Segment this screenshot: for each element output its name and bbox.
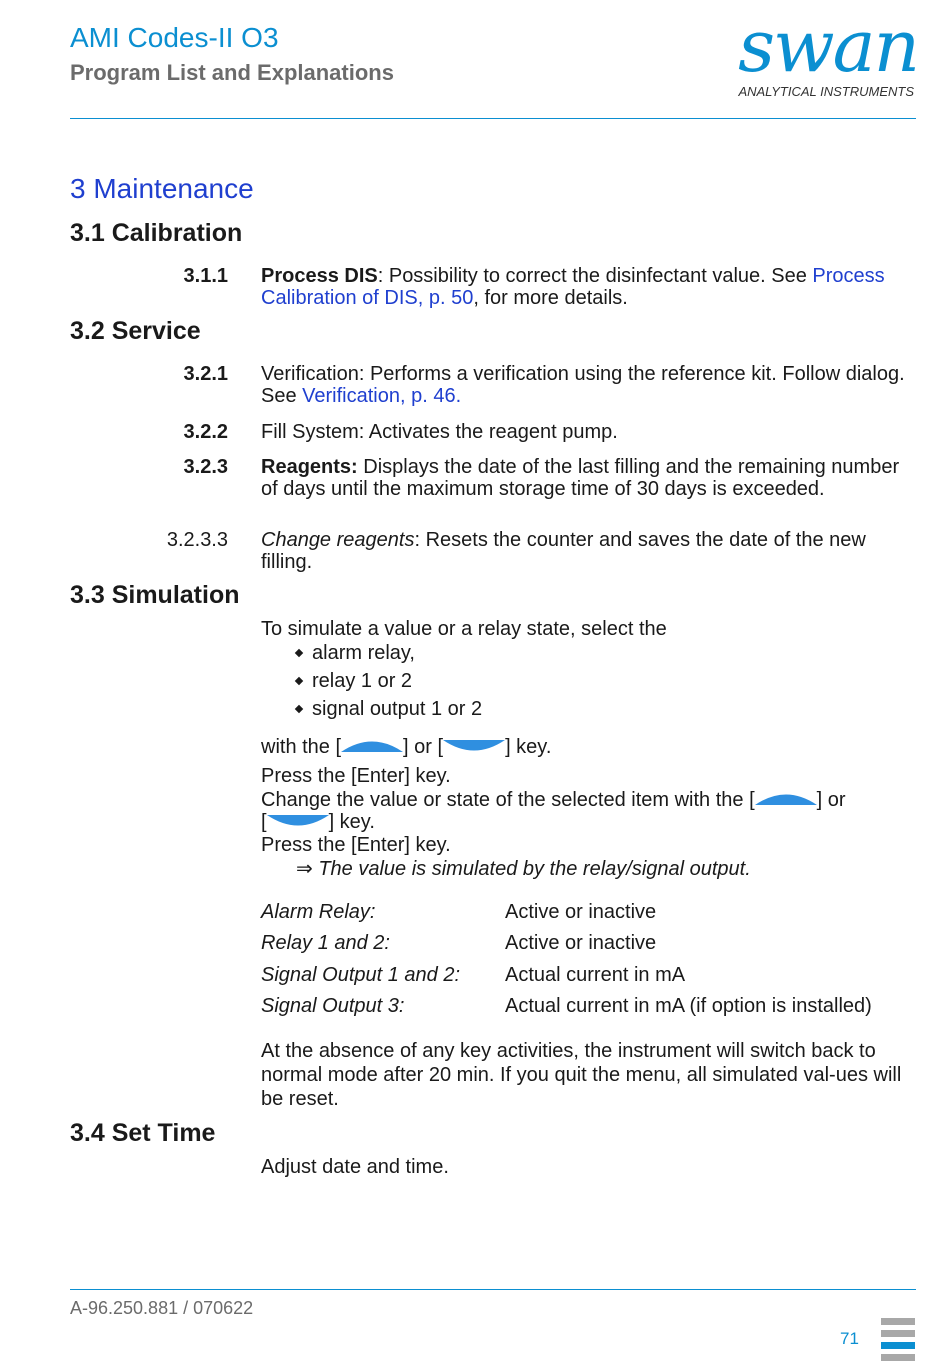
section-title: 3 Maintenance [70, 173, 254, 204]
marker-bar [881, 1330, 915, 1337]
simulation-intro: To simulate a value or a relay state, select the [261, 618, 667, 640]
heading-set-time: 3.4 Set Time [70, 1119, 216, 1147]
table-value: Actual current in mA [505, 964, 686, 986]
term-change-reagents: Change reagents [261, 529, 415, 551]
text-fragment: Change the value or state of the selected item with the [ [261, 789, 755, 811]
text-fragment: : Resets the counter and saves the date of the new filling. [261, 529, 866, 573]
paragraph-process-dis [261, 265, 913, 309]
link-verification[interactable]: Verification, p. 46 [302, 385, 456, 407]
logo-word: swan [738, 4, 918, 88]
swan-logo [736, 4, 920, 104]
page-number: 71 [840, 1329, 859, 1348]
text-fragment: Displays the date of the last filling and the remaining number of days until the maximum storage time of 30 days is exceeded. [261, 456, 900, 500]
text-fragment: with the [ [261, 736, 342, 758]
table-value: Active or inactive [505, 901, 657, 923]
document-code: A-96.250.881 / 070622 [70, 1298, 254, 1318]
with-keys-line [261, 736, 913, 758]
diamond-bullet-icon [295, 705, 303, 713]
marker-bar [881, 1342, 915, 1349]
list-item [296, 642, 415, 665]
up-key-icon [341, 739, 403, 753]
heading-service: 3.2 Service [70, 317, 201, 345]
text-fragment: ] key. [505, 736, 552, 758]
item-number-3-1-1: 3.1.1 [183, 265, 228, 287]
down-key-icon [443, 739, 505, 753]
heading-calibration: 3.1 Calibration [70, 219, 243, 247]
down-key-icon [267, 814, 329, 828]
table-value: Active or inactive [505, 932, 657, 954]
list-item [296, 698, 482, 721]
footer-rule [70, 1289, 916, 1290]
logo-subtitle: ANALYTICAL INSTRUMENTS [738, 84, 914, 99]
table-label: Alarm Relay: [261, 901, 376, 923]
simulation-note: At the absence of any key activities, the instrument will switch back to normal mode after 20 min. If you quit the menu, all simulated val-ues will be reset. [261, 1040, 902, 1110]
text-fragment: ] or [ [403, 736, 444, 758]
bullet-text: signal output 1 or 2 [312, 698, 483, 720]
item-number-3-2-3: 3.2.3 [183, 456, 228, 478]
page-marker-icon [881, 1318, 915, 1366]
item-number-3-2-1: 3.2.1 [183, 363, 228, 385]
bullet-text: relay 1 or 2 [312, 670, 413, 692]
text-fragment: . [455, 385, 462, 407]
result-line [296, 858, 896, 880]
item-number-3-2-3-3: 3.2.3.3 [166, 529, 228, 551]
document-title: AMI Codes-II O3 [70, 22, 279, 53]
heading-simulation: 3.3 Simulation [70, 581, 240, 609]
text-fragment: [ [261, 811, 267, 833]
list-item [296, 670, 412, 693]
marker-bar [881, 1354, 915, 1361]
bullet-text: alarm relay, [312, 642, 415, 664]
term-process-dis: Process DIS [261, 265, 378, 287]
table-value: Actual current in mA (if option is installed) [505, 995, 872, 1017]
table-label: Signal Output 3: [261, 995, 405, 1017]
term-reagents: Reagents: [261, 456, 358, 478]
header-rule [70, 118, 916, 119]
press-enter-2: Press the [Enter] key. [261, 834, 451, 856]
text-fragment: Verification: Performs a verification using the reference kit. Follow dialog. See [261, 363, 905, 407]
implies-arrow-icon: ⇒ [296, 858, 313, 880]
set-time-text: Adjust date and time. [261, 1156, 449, 1178]
text-fragment: ] key. [328, 811, 375, 833]
text-fragment: : Possibility to correct the disinfectant value. See [377, 265, 807, 287]
press-enter-1: Press the [Enter] key. [261, 765, 451, 787]
paragraph-fill-system: Fill System: Activates the reagent pump. [261, 421, 618, 443]
change-value-line [261, 789, 913, 833]
up-key-icon [755, 792, 817, 806]
marker-bar [881, 1318, 915, 1325]
diamond-bullet-icon [295, 677, 303, 685]
paragraph-verification [261, 363, 913, 407]
diamond-bullet-icon [295, 649, 303, 657]
text-fragment: ] or [816, 789, 846, 811]
table-label: Signal Output 1 and 2: [261, 964, 461, 986]
document-subtitle: Program List and Explanations [70, 60, 394, 85]
paragraph-reagents [261, 456, 913, 500]
paragraph-change-reagents [261, 529, 913, 573]
result-text: The value is simulated by the relay/signal output. [318, 858, 751, 880]
text-fragment: , for more details. [473, 287, 628, 309]
table-label: Relay 1 and 2: [261, 932, 390, 954]
item-number-3-2-2: 3.2.2 [183, 421, 228, 443]
link-process-calibration[interactable]: Process Calibration of DIS, p. 50 [261, 265, 885, 309]
